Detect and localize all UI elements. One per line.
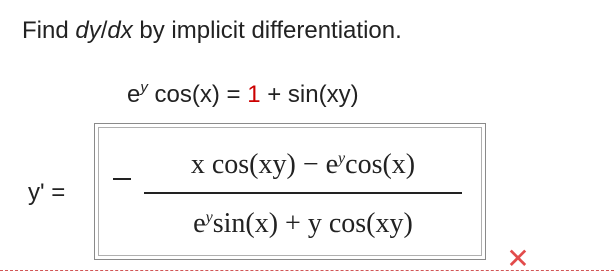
x-mark-icon: ✕ — [506, 243, 530, 274]
answer-numerator — [144, 143, 462, 181]
equation-lhs-base: e — [127, 81, 141, 108]
answer-fraction — [144, 139, 462, 244]
prompt-prefix: Find — [22, 17, 76, 44]
prompt-suffix: by implicit differentiation. — [132, 17, 402, 44]
prompt-slash: / — [100, 17, 108, 44]
equation-lhs-exponent: y — [140, 79, 148, 96]
denominator-exponent: y — [205, 209, 213, 226]
question-prompt — [22, 16, 402, 46]
answer-negative-sign — [113, 178, 131, 180]
fraction-bar — [144, 192, 462, 194]
answer-input-box[interactable] — [94, 123, 486, 260]
equation-rhs-highlight: 1 — [247, 81, 261, 108]
answer-denominator — [144, 202, 462, 240]
numerator-part-b: cos(x) — [345, 149, 416, 180]
prompt-dx: dx — [107, 17, 133, 44]
denominator-part-b: sin(x) + y cos(xy) — [212, 208, 413, 239]
denominator-part-a: e — [193, 208, 206, 239]
prompt-dy: dy — [75, 17, 101, 44]
numerator-exponent: y — [338, 150, 346, 167]
numerator-part-a: x cos(xy) − e — [190, 149, 339, 180]
dashed-divider — [0, 270, 614, 271]
equation-lhs-rest: cos(x) — [147, 81, 220, 108]
given-equation — [127, 73, 359, 110]
equation-equals: = — [219, 81, 248, 108]
answer-label: y' = — [28, 179, 66, 206]
equation-rhs-rest: + sin(xy) — [260, 81, 359, 108]
